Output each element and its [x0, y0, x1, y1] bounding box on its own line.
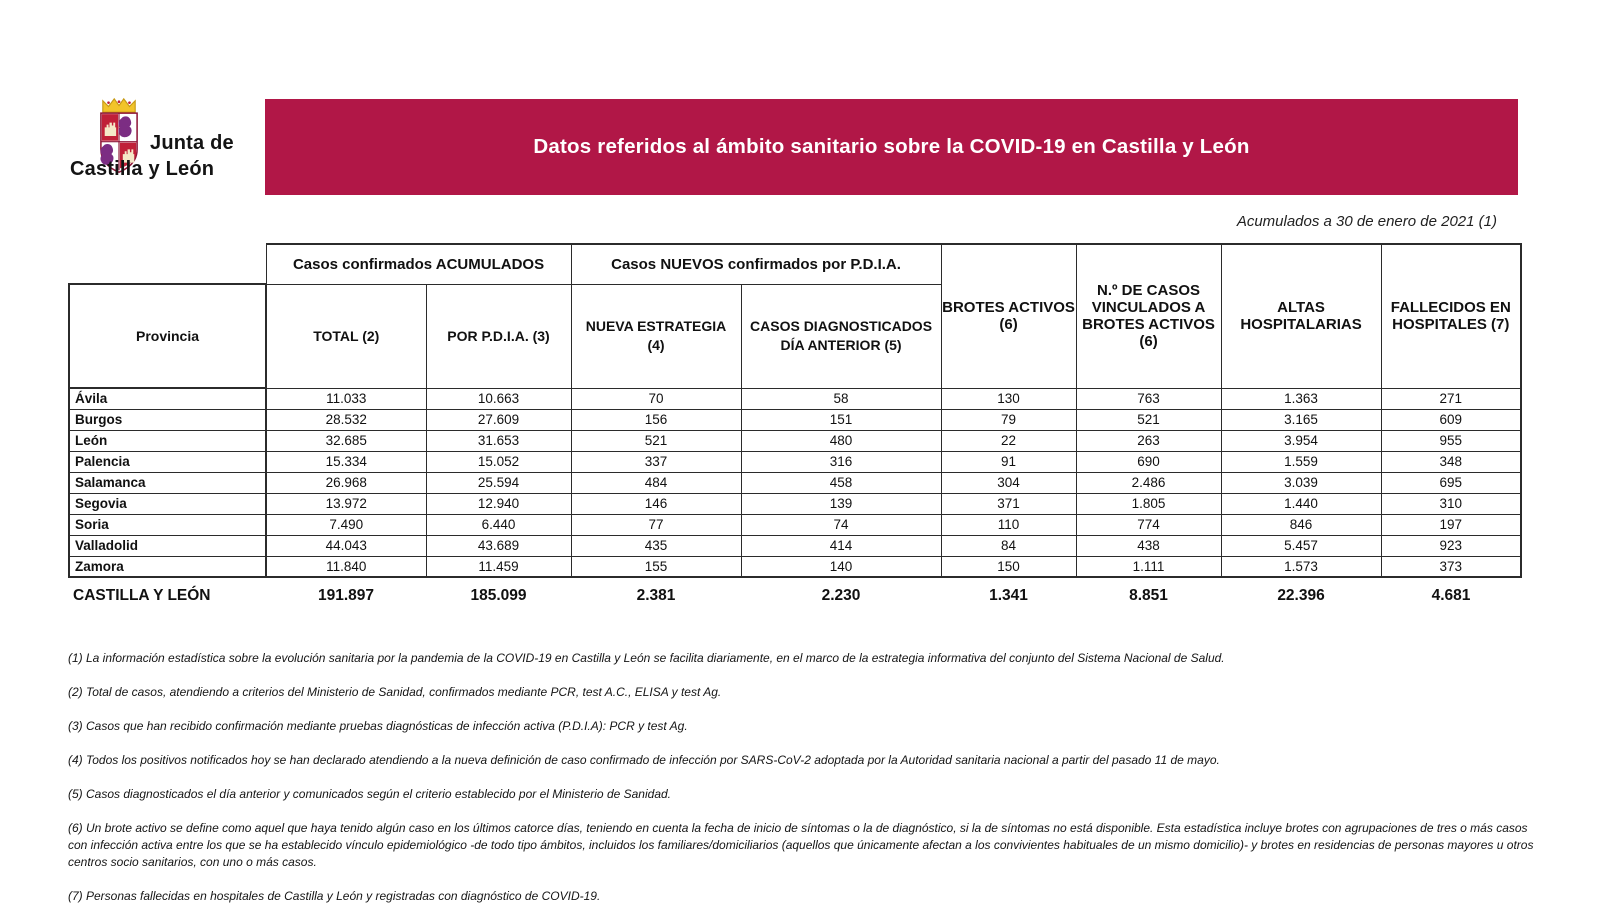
province-cell: Ávila: [69, 388, 266, 409]
value-cell: 11.459: [426, 556, 571, 577]
value-cell: 12.940: [426, 493, 571, 514]
value-cell: 130: [941, 388, 1076, 409]
totals-value-cell: 4.681: [1431, 586, 1471, 604]
table-row: [69, 535, 1521, 556]
value-cell: 414: [741, 535, 941, 556]
col-header-por-pdia: POR P.D.I.A. (3): [426, 284, 571, 388]
value-cell: 70: [571, 388, 741, 409]
value-cell: 271: [1381, 388, 1521, 409]
value-cell: 435: [571, 535, 741, 556]
value-cell: 151: [741, 409, 941, 430]
value-cell: 521: [1076, 409, 1221, 430]
totals-value-cell: 191.897: [317, 586, 375, 604]
value-cell: 1.805: [1076, 493, 1221, 514]
value-cell: 6.440: [426, 514, 571, 535]
value-cell: 58: [741, 388, 941, 409]
table-row: [69, 556, 1521, 577]
value-cell: 304: [941, 472, 1076, 493]
table-row: [69, 430, 1521, 451]
value-cell: 3.165: [1221, 409, 1381, 430]
table-row: [69, 409, 1521, 430]
value-cell: 11.033: [266, 388, 426, 409]
footnote-7: (7) Personas fallecidas en hospitales de Castilla y León y registradas con diagnóstico de COVID-19.: [68, 889, 601, 904]
province-cell: Burgos: [69, 409, 266, 430]
value-cell: 690: [1076, 451, 1221, 472]
value-cell: 84: [941, 535, 1076, 556]
value-cell: 91: [941, 451, 1076, 472]
totals-value-cell: 1.341: [989, 586, 1028, 604]
col-header-provincia: Provincia: [69, 284, 266, 388]
value-cell: 156: [571, 409, 741, 430]
value-cell: 337: [571, 451, 741, 472]
footnote-3: (3) Casos que han recibido confirmación mediante pruebas diagnósticas de infección activa (P.D.I.A): PCR y test Ag.: [68, 719, 688, 734]
value-cell: 763: [1076, 388, 1221, 409]
value-cell: 480: [741, 430, 941, 451]
value-cell: 1.573: [1221, 556, 1381, 577]
value-cell: 146: [571, 493, 741, 514]
value-cell: 458: [741, 472, 941, 493]
totals-value-cell: 2.230: [821, 586, 861, 604]
table-row: [69, 472, 1521, 493]
totals-row: [69, 577, 1521, 613]
province-cell: Valladolid: [69, 535, 266, 556]
table-row: [69, 493, 1521, 514]
province-cell: Palencia: [69, 451, 266, 472]
value-cell: 44.043: [266, 535, 426, 556]
group-header-row: [69, 244, 1521, 284]
corner-spacer: [69, 244, 266, 284]
value-cell: 1.559: [1221, 451, 1381, 472]
col-header-diagnosticados-anterior: CASOS DIAGNOSTICADOS DÍA ANTERIOR (5): [741, 284, 941, 388]
table-row: [69, 514, 1521, 535]
value-cell: 26.968: [266, 472, 426, 493]
value-cell: 10.663: [426, 388, 571, 409]
value-cell: 74: [741, 514, 941, 535]
value-cell: 609: [1381, 409, 1521, 430]
totals-value-cell: 185.099: [470, 586, 527, 604]
title-banner: [265, 99, 1518, 195]
value-cell: 27.609: [426, 409, 571, 430]
col-header-nueva-estrategia: NUEVA ESTRATEGIA (4): [571, 284, 741, 388]
value-cell: 22: [941, 430, 1076, 451]
value-cell: 263: [1076, 430, 1221, 451]
banner-title: Datos referidos al ámbito sanitario sobre la COVID-19 en Castilla y León: [533, 135, 1250, 158]
value-cell: 140: [741, 556, 941, 577]
value-cell: 484: [571, 472, 741, 493]
value-cell: 373: [1381, 556, 1521, 577]
value-cell: 15.334: [266, 451, 426, 472]
totals-label: CASTILLA Y LEÓN: [73, 586, 211, 604]
covid-table-wrapper: [68, 243, 1522, 613]
col-header-brotes: BROTES ACTIVOS (6): [941, 244, 1076, 388]
value-cell: 197: [1381, 514, 1521, 535]
footnote-5: (5) Casos diagnosticados el día anterior y comunicados según el criterio establecido por el Ministerio de Sanidad.: [68, 787, 671, 802]
totals-value-cell: 2.381: [636, 586, 676, 604]
value-cell: 31.653: [426, 430, 571, 451]
value-cell: 521: [571, 430, 741, 451]
value-cell: 1.440: [1221, 493, 1381, 514]
value-cell: 77: [571, 514, 741, 535]
group-header-new-pdia: Casos NUEVOS confirmados por P.D.I.A.: [571, 244, 941, 284]
logo-text-line1: Junta de: [150, 132, 234, 154]
logo-text-line2: Castilla y León: [70, 158, 215, 180]
value-cell: 150: [941, 556, 1076, 577]
footnotes: [68, 650, 1538, 919]
footnote-6: (6) Un brote activo se define como aquel que haya tenido algún caso en los últimos catorce días, teniendo en cuenta la fecha de inicio de síntomas o la de diagnóstico, si la de síntomas no está disponible. Esta estadística incluye brotes con agrupaciones de tres o más casos con infección activa entre los que se ha establecido vínculo epidemiológico -de todo tipo ámbitos, incluidos los familiares/domiciliarios (aquellos que únicamente afectan a los convivientes habituales de un mismo domicilio)- y brotes en residencias de personas mayores u otros centros socio sanitarios, con uno o más casos.: [68, 821, 1534, 870]
value-cell: 348: [1381, 451, 1521, 472]
col-header-vinculados: N.º DE CASOS VINCULADOS A BROTES ACTIVOS (6): [1076, 244, 1221, 388]
junta-logo: [70, 96, 285, 201]
value-cell: 3.954: [1221, 430, 1381, 451]
value-cell: 28.532: [266, 409, 426, 430]
footnote-2: (2) Total de casos, atendiendo a criterios del Ministerio de Sanidad, confirmados mediante PCR, test A.C., ELISA y test Ag.: [68, 685, 722, 700]
value-cell: 110: [941, 514, 1076, 535]
value-cell: 1.363: [1221, 388, 1381, 409]
value-cell: 5.457: [1221, 535, 1381, 556]
value-cell: 846: [1221, 514, 1381, 535]
col-header-total: TOTAL (2): [266, 284, 426, 388]
totals-value-cell: 8.851: [1129, 586, 1168, 604]
province-cell: Soria: [69, 514, 266, 535]
value-cell: 155: [571, 556, 741, 577]
value-cell: 25.594: [426, 472, 571, 493]
value-cell: 371: [941, 493, 1076, 514]
province-cell: Segovia: [69, 493, 266, 514]
group-header-accumulated: Casos confirmados ACUMULADOS: [266, 244, 571, 284]
col-header-fallecidos: FALLECIDOS EN HOSPITALES (7): [1381, 244, 1521, 388]
province-cell: León: [69, 430, 266, 451]
table-row: [69, 388, 1521, 409]
value-cell: 1.111: [1076, 556, 1221, 577]
value-cell: 438: [1076, 535, 1221, 556]
value-cell: 15.052: [426, 451, 571, 472]
table-row: [69, 451, 1521, 472]
totals-value-cell: 22.396: [1277, 586, 1325, 604]
value-cell: 7.490: [266, 514, 426, 535]
value-cell: 3.039: [1221, 472, 1381, 493]
footnote-4: (4) Todos los positivos notificados hoy se han declarado atendiendo a la nueva definición de caso confirmado de infección por SARS-CoV-2 adoptada por la Autoridad sanitaria nacional a partir del pasado 11 de mayo.: [68, 753, 1220, 768]
value-cell: 923: [1381, 535, 1521, 556]
value-cell: 32.685: [266, 430, 426, 451]
col-header-altas: ALTAS HOSPITALARIAS: [1221, 244, 1381, 388]
footnote-1: (1) La información estadística sobre la evolución sanitaria por la pandemia de la COVID-19 en Castilla y León se facilita diariamente, en el marco de la estrategia informativa del conjunto del Sistema Nacional de Salud.: [68, 651, 1225, 665]
value-cell: 11.840: [266, 556, 426, 577]
value-cell: 43.689: [426, 535, 571, 556]
value-cell: 139: [741, 493, 941, 514]
value-cell: 2.486: [1076, 472, 1221, 493]
value-cell: 310: [1381, 493, 1521, 514]
province-cell: Salamanca: [69, 472, 266, 493]
value-cell: 955: [1381, 430, 1521, 451]
value-cell: 774: [1076, 514, 1221, 535]
covid-table: [68, 243, 1522, 613]
value-cell: 13.972: [266, 493, 426, 514]
province-cell: Zamora: [69, 556, 266, 577]
value-cell: 316: [741, 451, 941, 472]
value-cell: 79: [941, 409, 1076, 430]
date-note: Acumulados a 30 de enero de 2021 (1): [1236, 213, 1497, 230]
value-cell: 695: [1381, 472, 1521, 493]
